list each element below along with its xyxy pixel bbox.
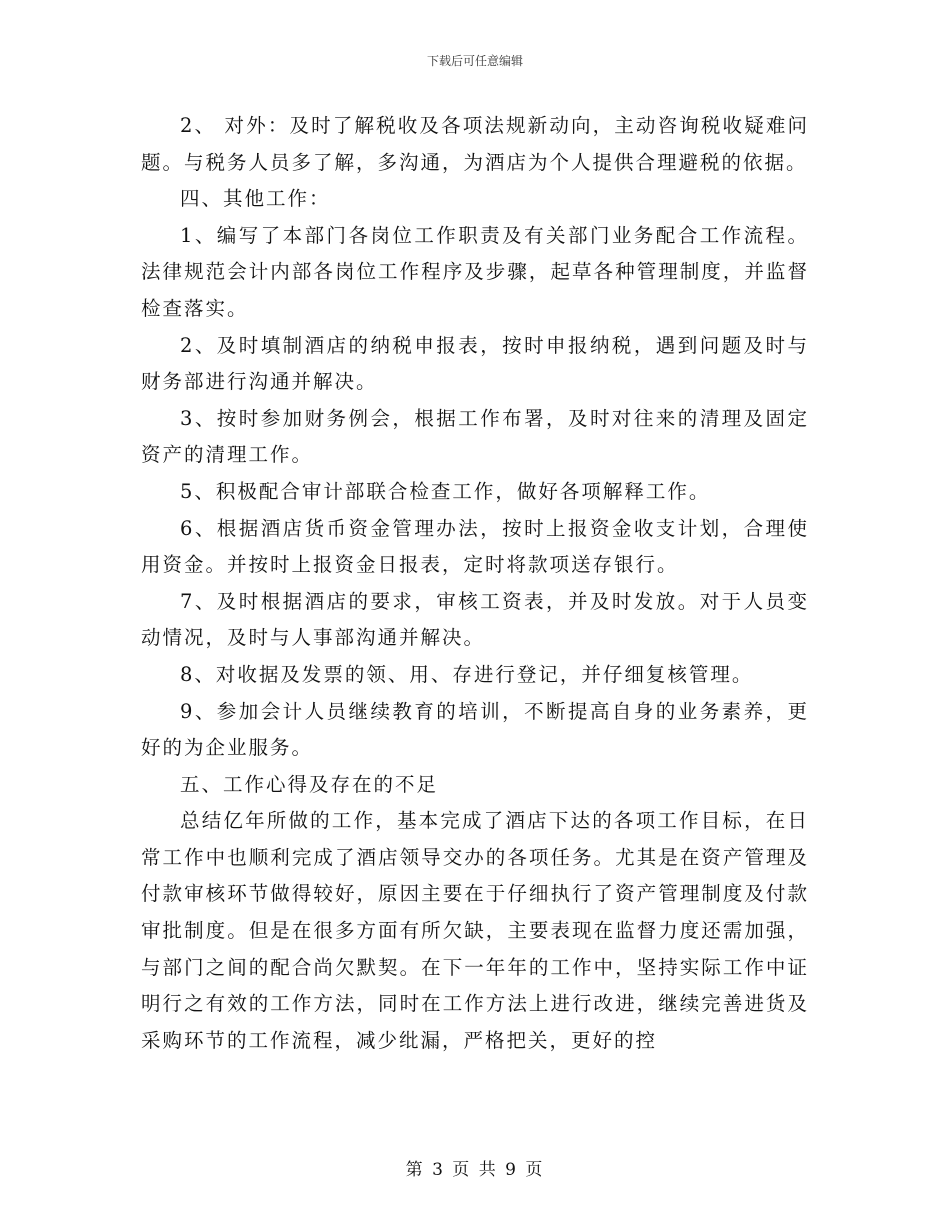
paragraph-item-9: 9、参加会计人员继续教育的培训，不断提高自身的业务素养，更好的为企业服务。 [141, 699, 809, 760]
paragraph-item-1: 1、编写了本部门各岗位工作职责及有关部门业务配合工作流程。法律规范会计内部各岗位工作程序及步骤，起草各种管理制度，并监督检查落实。 [141, 223, 809, 320]
document-body [141, 108, 809, 1059]
paragraph-item-3: 3、按时参加财务例会，根据工作布署，及时对往来的清理及固定资产的清理工作。 [141, 406, 809, 467]
page-number: 第 3 页 共 9 页 [405, 1160, 545, 1180]
paragraph-item-2: 2、及时填制酒店的纳税申报表，按时申报纳税，遇到问题及时与财务部进行沟通并解决。 [141, 333, 809, 394]
section-heading-other-work: 四、其他工作： [180, 187, 331, 211]
section-heading-summary: 五、工作心得及存在的不足 [180, 772, 439, 796]
paragraph-item-5: 5、积极配合审计部联合检查工作，做好各项解释工作。 [180, 479, 711, 503]
paragraph-item-8: 8、对收据及发票的领、用、存进行登记，并仔细复核管理。 [180, 662, 754, 686]
page-header-note: 下载后可任意编辑 [426, 54, 523, 68]
paragraph-item-6: 6、根据酒店货币资金管理办法，按时上报资金收支计划，合理使用资金。并按时上报资金日报表，定时将款项送存银行。 [141, 516, 809, 577]
paragraph-summary: 总结亿年所做的工作，基本完成了酒店下达的各项工作目标，在日常工作中也顺利完成了酒店领导交办的各项任务。尤其是在资产管理及付款审核环节做得较好，原因主要在于仔细执行了资产管理制度及付款审批制度。但是在很多方面有所欠缺，主要表现在监督力度还需加强，与部门之间的配合尚欠默契。在下一年年的工作中，坚持实际工作中证明行之有效的工作方法，同时在工作方法上进行改进，继续完善进货及采购环节的工作流程，减少纰漏，严格把关，更好的控 [141, 809, 809, 1052]
paragraph-external-tax: 2、 对外：及时了解税收及各项法规新动向，主动咨询税收疑难问题。与税务人员多了解，多沟通，为酒店为个人提供合理避税的依据。 [141, 114, 809, 174]
paragraph-item-7: 7、及时根据酒店的要求，审核工资表，并及时发放。对于人员变动情况，及时与人事部沟通并解决。 [141, 589, 809, 650]
